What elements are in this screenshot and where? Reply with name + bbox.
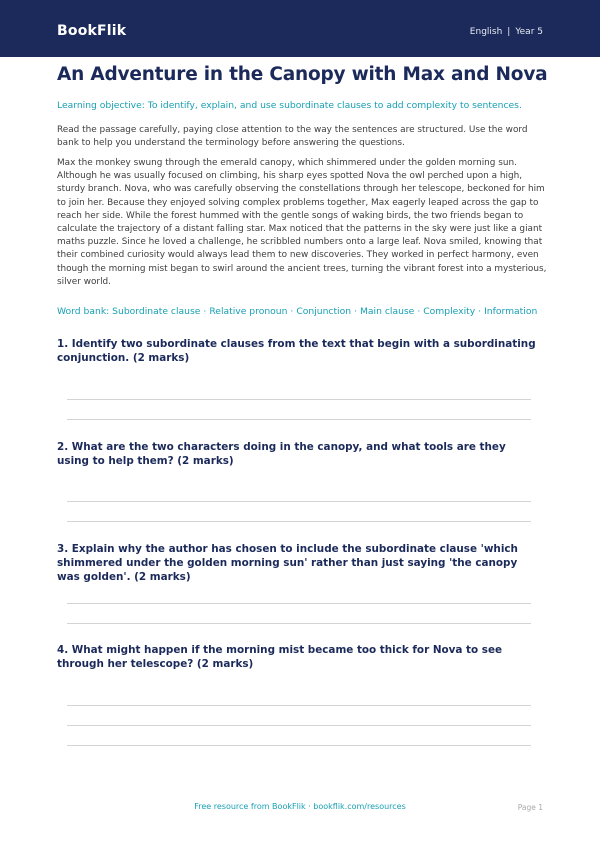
word-bank-label: Word bank: [57, 306, 110, 317]
answer-line[interactable] [67, 521, 531, 522]
footer-text: Free resource from BookFlik · bookflik.com/resources [194, 802, 406, 811]
answer-line[interactable] [67, 501, 531, 502]
year-label: Year 5 [515, 27, 543, 37]
word-bank-separator: · [203, 306, 207, 317]
answer-line[interactable] [67, 419, 531, 420]
word-bank-term: Conjunction [296, 306, 352, 317]
meta-separator: | [507, 27, 511, 37]
word-bank-term: Relative pronoun [209, 306, 288, 317]
subject-label: English [469, 27, 503, 37]
learning-objective: Learning objective: To identify, explain, and use subordinate clauses to add complexity to sentences. [57, 100, 522, 111]
word-bank-term: Subordinate clause [112, 306, 201, 317]
page-title: An Adventure in the Canopy with Max and Nova [57, 64, 548, 85]
word-bank-separator: · [417, 306, 421, 317]
answer-line[interactable] [67, 745, 531, 746]
subject-year [470, 27, 543, 37]
question-3: 3. Explain why the author has chosen to include the subordinate clause 'which shimmered under the golden morning sun' rather than just saying 'the canopy was golden'. (2 marks) [57, 543, 518, 583]
answer-line[interactable] [67, 603, 531, 604]
word-bank-term: Main clause [359, 306, 415, 317]
word-bank-term: Information [484, 306, 538, 317]
reading-passage: Max the monkey swung through the emerald canopy, which shimmered under the golden morning sun. Although he was usually focused on climbing, his sharp eyes spotted Nova the owl perched upon a high, sturdy branch. Nova, who was carefully observing the constellations through her telescope, beckoned for him to join her. Because they enjoyed solving complex problems together, Max eagerly leaped across the gap to reach her side. While the forest hummed with the gentle songs of waking birds, the two friends began to calculate the trajectory of a distant falling star. Max noticed that the patterns in the sky were just like a giant maths puzzle. Since he loved a challenge, he scribbled numbers onto a large leaf. Nova smiled, knowing that their combined curiosity would always lead them to new discoveries. They worked in perfect harmony, even though the morning mist began to swirl around the ancient trees, turning the vibrant forest into a mysterious, silver world. [57, 158, 547, 287]
question-4: 4. What might happen if the morning mist became too thick for Nova to see through her telescope? (2 marks) [57, 644, 503, 670]
question-1: 1. Identify two subordinate clauses from the text that begin with a subordinating conjunction. (2 marks) [57, 338, 536, 364]
word-bank-term: Complexity [423, 306, 476, 317]
answer-line[interactable] [67, 725, 531, 726]
answer-line[interactable] [67, 705, 531, 706]
instructions: Read the passage carefully, paying close attention to the way the sentences are structured. Use the word bank to help you understand the terminology before answering the questions. [57, 125, 528, 149]
header-bar [0, 0, 600, 57]
page-number: Page 1 [517, 803, 543, 812]
answer-line[interactable] [67, 623, 531, 624]
brand-logo: BookFlik [57, 23, 127, 39]
word-bank-separator: · [478, 306, 482, 317]
answer-line[interactable] [67, 399, 531, 400]
word-bank [57, 306, 547, 317]
question-2: 2. What are the two characters doing in the canopy, and what tools are they using to help them? (2 marks) [57, 441, 506, 467]
word-bank-separator: · [290, 306, 294, 317]
word-bank-separator: · [354, 306, 357, 317]
